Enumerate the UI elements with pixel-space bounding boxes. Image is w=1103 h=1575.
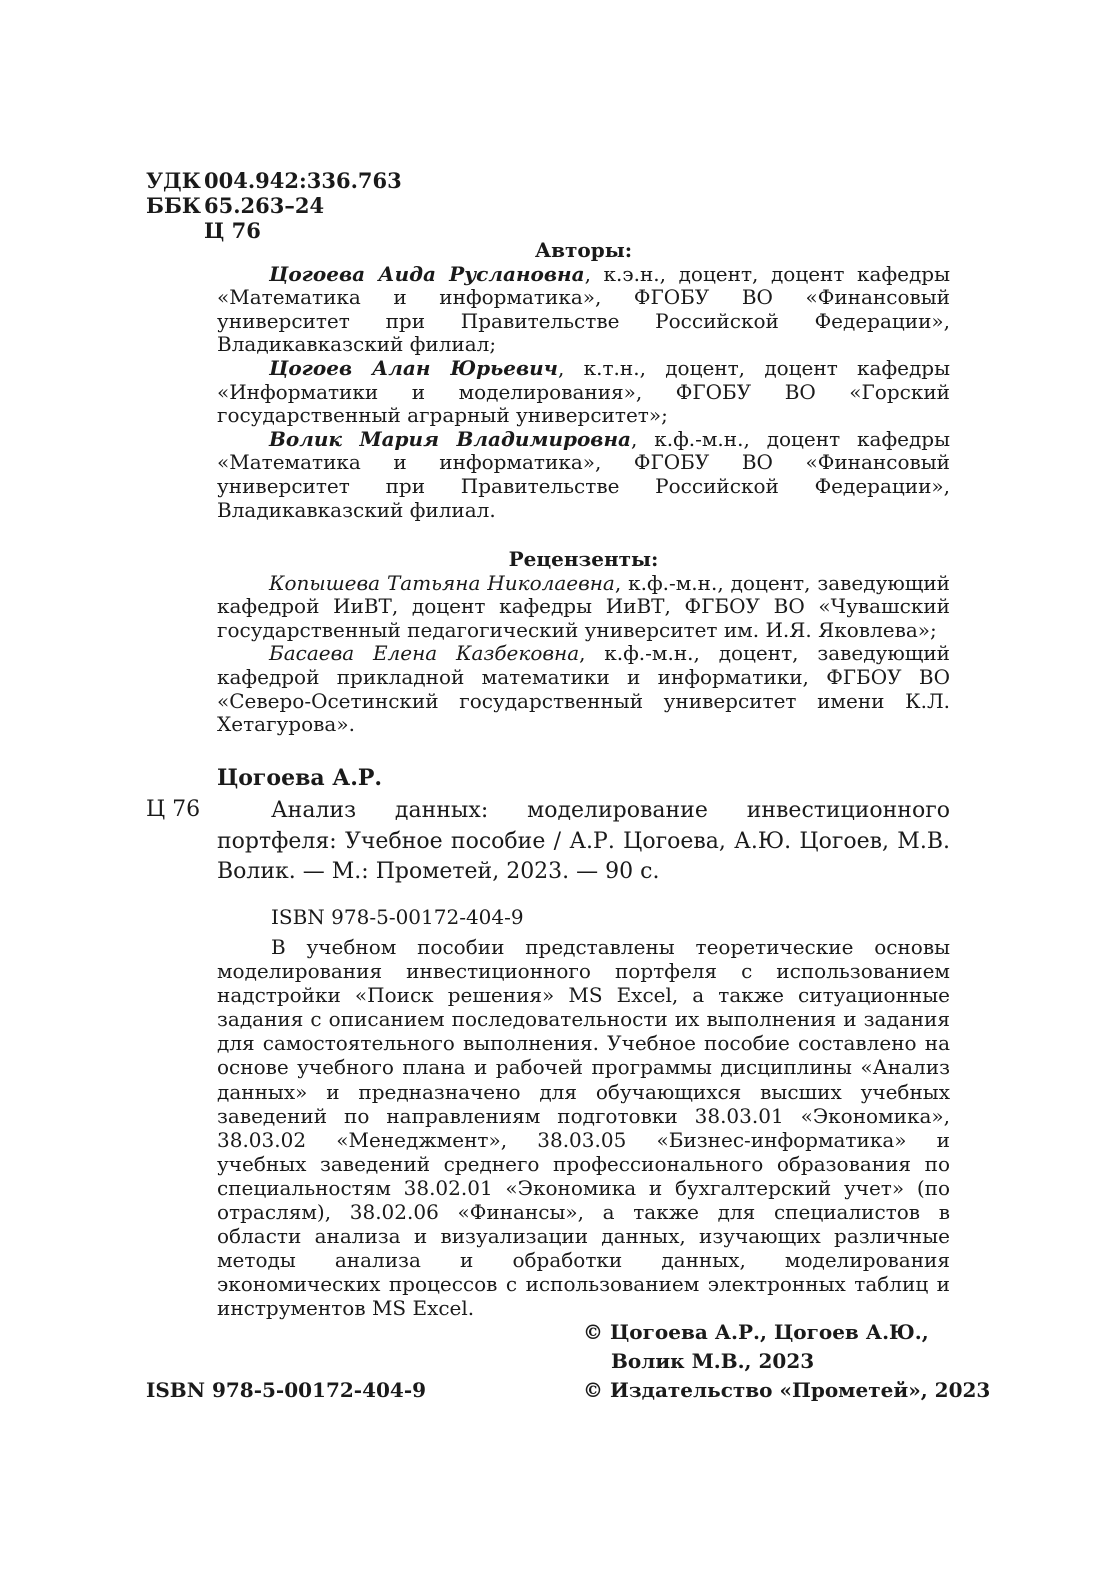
- author-name: Волик Мария Владимировна: [269, 426, 631, 451]
- reviewer-name: Басаева Елена Казбековна: [269, 641, 580, 666]
- udk-row: [146, 168, 402, 193]
- copyright-authors: [583, 1318, 929, 1376]
- author-entry: [217, 428, 950, 522]
- copyright-publisher: © Издательство «Прометей», 2023: [583, 1378, 991, 1402]
- author-name: Цогоева Аида Руслановна: [269, 261, 585, 286]
- copyright-authors-line2: Волик М.В., 2023: [611, 1349, 815, 1373]
- bbk-value: 65.263–24: [204, 193, 325, 218]
- reviewers-heading: Рецензенты:: [508, 547, 659, 571]
- reviewers-section: [217, 548, 950, 737]
- classification-codes: [146, 168, 402, 243]
- author-name: Цогоев Алан Юрьевич: [269, 355, 558, 380]
- reviewer-entry: [217, 572, 950, 643]
- author-entry: [217, 357, 950, 428]
- copyright-authors-line1: © Цогоева А.Р., Цогоев А.Ю.,: [583, 1320, 929, 1344]
- bbk-row: [146, 193, 402, 218]
- annotation: В учебном пособии представлены теоретические основы моделирования инвестиционного портфеля с использованием надстройки «Поиск решения» MS Excel, а также ситуационные задания с описанием последовательности их выполнения и задания для самостоятельного выполнения. Учебное пособие составлено на основе учебного плана и рабочей программы дисциплины «Анализ данных» и предназначено для обучающихся высших учебных заведений по направлениям подготовки 38.03.01 «Экономика», 38.03.02 «Менеджмент», 38.03.05 «Бизнес-информатика» и учебных заведений среднего профессионального образования по специальностям 38.02.01 «Экономика и бухгалтерский учет» (по отраслям), 38.02.06 «Финансы», а также для специалистов в области анализа и визуализации данных, изучающих различные методы анализа и обработки данных, моделирования экономических процессов с использованием электронных таблиц и инструментов MS Excel.: [217, 935, 950, 1321]
- bbk-label: ББК: [146, 193, 201, 218]
- biblio-code: Ц 76: [146, 797, 201, 822]
- reviewer-details: , к.ф.-м.н., доцент, заведующий кафедрой прикладной математики и информатики, ФГБОУ ВО «Северо-Осетинский государственный университет имени К.Л. Хетагурова».: [217, 641, 950, 737]
- author-details: , к.т.н., доцент, доцент кафедры «Информатики и моделирования», ФГОБУ ВО «Горский государственный аграрный университет»;: [217, 355, 951, 428]
- reviewer-details: , к.ф.-м.н., доцент, заведующий кафедрой ИиВТ, доцент кафедры ИиВТ, ФГБОУ ВО «Чувашский государственный педагогический университет им. И.Я. Яковлева»;: [217, 570, 951, 642]
- author-details: , к.э.н., доцент, доцент кафедры «Математика и информатика», ФГОБУ ВО «Финансовый университет при Правительстве Российской Федерации», Владикавказский филиал;: [217, 261, 950, 357]
- biblio-description: Анализ данных: моделирование инвестиционного портфеля: Учебное пособие / А.Р. Цогоева, А.Ю. Цогоев, М.В. Волик. — М.: Прометей, 2023. — 90 с.: [217, 798, 950, 884]
- biblio-author: Цогоева А.Р.: [217, 765, 383, 791]
- author-mark: Ц 76: [204, 218, 261, 243]
- authors-heading: Авторы:: [534, 238, 633, 262]
- author-details: , к.ф.-м.н., доцент кафедры «Математика и информатика», ФГОБУ ВО «Финансовый университет при Правительстве Российской Федерации», Владикавказский филиал.: [217, 426, 950, 522]
- author-entry: [217, 263, 950, 357]
- udk-value: 004.942:336.763: [204, 168, 402, 193]
- udk-label: УДК: [146, 168, 201, 193]
- reviewer-entry: [217, 642, 950, 736]
- footer-isbn: ISBN 978-5-00172-404-9: [146, 1378, 427, 1402]
- authors-section: [217, 239, 950, 522]
- biblio-isbn: ISBN 978-5-00172-404-9: [271, 905, 524, 929]
- reviewer-name: Копышева Татьяна Николаевна: [269, 570, 615, 595]
